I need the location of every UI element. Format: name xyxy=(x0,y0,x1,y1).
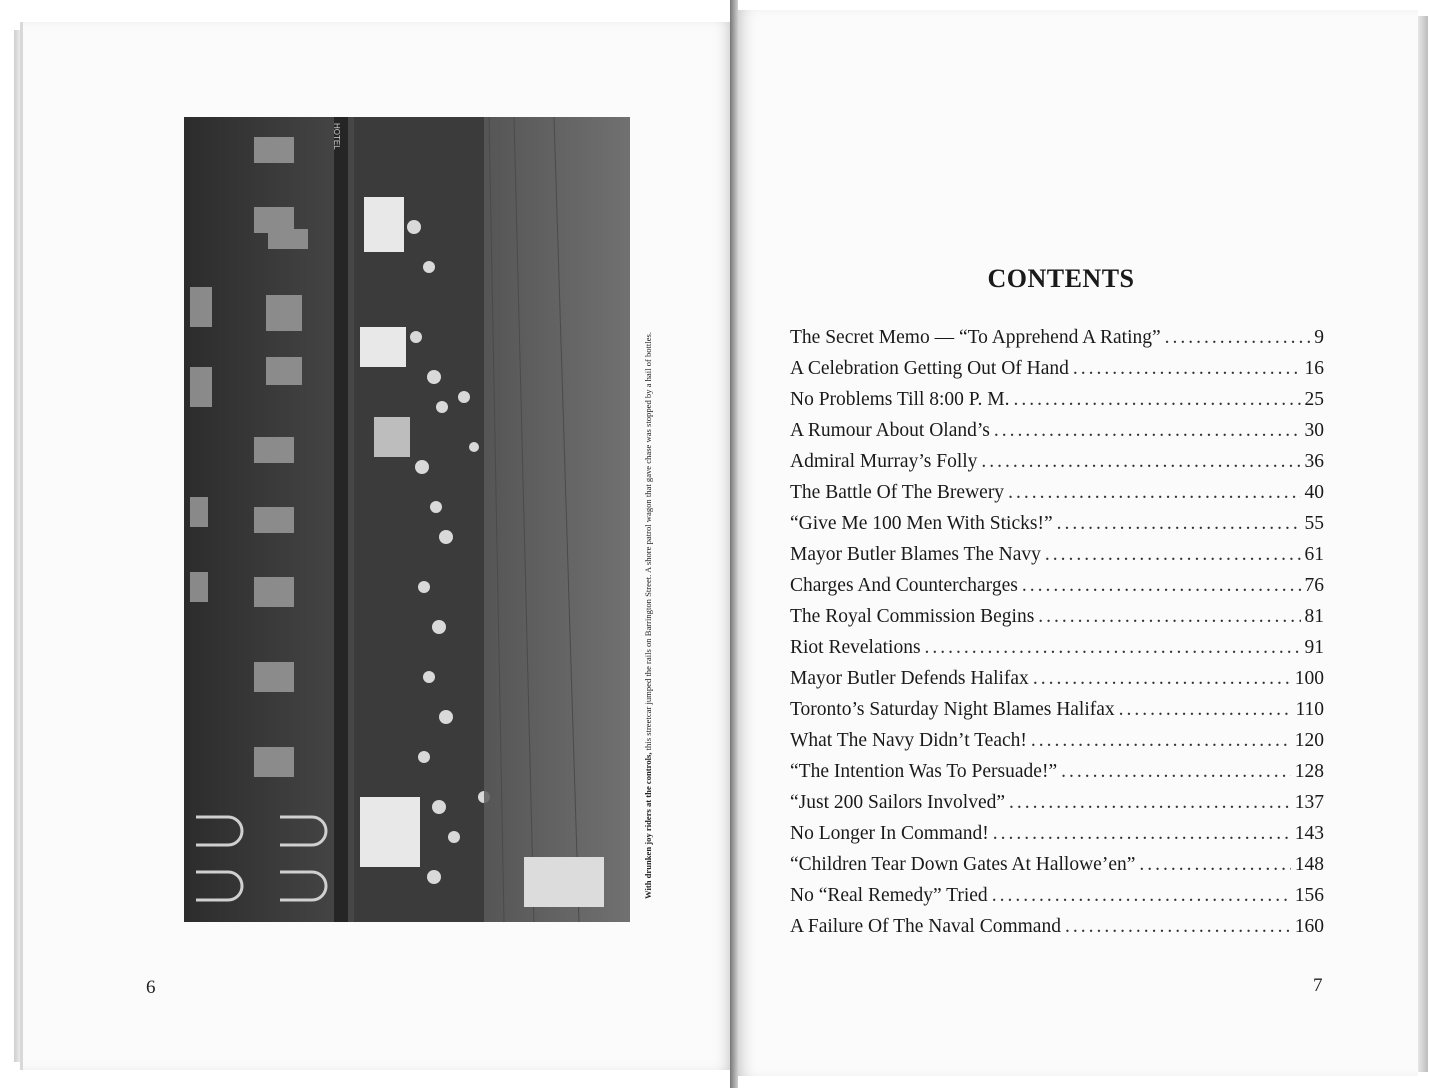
toc-entry-title: No “Real Remedy” Tried xyxy=(790,885,988,906)
toc-entry-title: “The Intention Was To Persuade!” xyxy=(790,761,1058,782)
toc-entry-page: 55 xyxy=(1304,513,1324,534)
toc-leader-dots xyxy=(1119,699,1292,721)
toc-leader-dots xyxy=(1165,327,1311,349)
toc-entry-title: Mayor Butler Defends Halifax xyxy=(790,668,1029,689)
left-page-number: 6 xyxy=(146,977,156,998)
streetcar-riot-photo xyxy=(184,117,630,922)
caption-bold-lead: With drunken joy riders at the controls, xyxy=(643,752,653,899)
toc-entry[interactable] xyxy=(790,668,1324,699)
toc-entry[interactable] xyxy=(790,482,1324,513)
toc-entry-title: No Longer In Command! xyxy=(790,823,989,844)
contents-heading: CONTENTS xyxy=(987,264,1135,293)
toc-entry[interactable] xyxy=(790,854,1324,885)
toc-entry-title: “Children Tear Down Gates At Hallowe’en” xyxy=(790,854,1136,875)
toc-entry[interactable] xyxy=(790,916,1324,947)
toc-entry[interactable] xyxy=(790,544,1324,575)
toc-entry-page: 61 xyxy=(1304,544,1324,565)
right-page-edge xyxy=(1418,16,1428,1072)
toc-leader-dots xyxy=(1057,513,1301,535)
toc-entry-page: 81 xyxy=(1304,606,1324,627)
toc-entry-title: Riot Revelations xyxy=(790,637,921,658)
toc-leader-dots xyxy=(1031,730,1291,752)
toc-leader-dots xyxy=(1022,575,1301,597)
photo-illustration xyxy=(184,117,630,922)
toc-entry[interactable] xyxy=(790,792,1324,823)
toc-leader-dots xyxy=(981,451,1300,473)
photo-caption-area xyxy=(640,117,656,922)
toc-entry-title: Mayor Butler Blames The Navy xyxy=(790,544,1041,565)
toc-entry[interactable] xyxy=(790,420,1324,451)
toc-entry-page: 91 xyxy=(1304,637,1324,658)
toc-entry[interactable] xyxy=(790,761,1324,792)
toc-entry[interactable] xyxy=(790,389,1324,420)
toc-entry-title: A Failure Of The Naval Command xyxy=(790,916,1061,937)
photo-caption xyxy=(643,139,653,899)
toc-leader-dots xyxy=(1139,854,1290,876)
book-gutter xyxy=(730,0,738,1088)
toc-leader-dots xyxy=(1045,544,1301,566)
toc-entry-page: 156 xyxy=(1294,885,1324,906)
toc-entry[interactable] xyxy=(790,513,1324,544)
toc-entry-page: 137 xyxy=(1294,792,1324,813)
toc-entry[interactable] xyxy=(790,699,1324,730)
toc-leader-dots xyxy=(1038,606,1300,628)
toc-leader-dots xyxy=(1008,482,1300,504)
toc-entry-title: The Secret Memo — “To Apprehend A Rating” xyxy=(790,327,1161,348)
toc-leader-dots xyxy=(993,823,1291,845)
toc-entry-title: No Problems Till 8:00 P. M. xyxy=(790,389,1010,410)
toc-entry-title: Admiral Murray’s Folly xyxy=(790,451,978,472)
toc-entry-page: 160 xyxy=(1294,916,1324,937)
toc-entry-title: What The Navy Didn’t Teach! xyxy=(790,730,1027,751)
toc-entry-title: The Royal Commission Begins xyxy=(790,606,1035,627)
toc-entry[interactable] xyxy=(790,575,1324,606)
toc-leader-dots xyxy=(1033,668,1291,690)
toc-leader-dots xyxy=(994,420,1301,442)
toc-entry-title: A Rumour About Oland’s xyxy=(790,420,990,441)
toc-entry-title: “Give Me 100 Men With Sticks!” xyxy=(790,513,1053,534)
right-page-number: 7 xyxy=(1313,975,1323,996)
toc-entry-page: 128 xyxy=(1294,761,1324,782)
toc-leader-dots xyxy=(992,885,1291,907)
toc-entry-page: 30 xyxy=(1304,420,1324,441)
toc-entry[interactable] xyxy=(790,327,1324,358)
toc-entry[interactable] xyxy=(790,885,1324,916)
toc-entry-title: Toronto’s Saturday Night Blames Halifax xyxy=(790,699,1115,720)
toc-entry-title: Charges And Countercharges xyxy=(790,575,1018,596)
toc-entry-page: 143 xyxy=(1294,823,1324,844)
toc-entry-title: The Battle Of The Brewery xyxy=(790,482,1005,503)
table-of-contents xyxy=(790,327,1324,947)
toc-leader-dots xyxy=(925,637,1301,659)
toc-entry[interactable] xyxy=(790,637,1324,668)
toc-entry-page: 40 xyxy=(1304,482,1324,503)
toc-entry-title: “Just 200 Sailors Involved” xyxy=(790,792,1006,813)
toc-entry[interactable] xyxy=(790,451,1324,482)
toc-entry-page: 36 xyxy=(1304,451,1324,472)
toc-entry-page: 120 xyxy=(1294,730,1324,751)
toc-entry-page: 16 xyxy=(1304,358,1324,379)
caption-text: this streetcar jumped the rails on Barrington Street. A shore patrol wagon that gave chase was stopped by a hail of bottles. xyxy=(643,331,653,753)
toc-entry[interactable] xyxy=(790,358,1324,389)
toc-leader-dots xyxy=(1065,916,1291,938)
photo-sign: HOTEL xyxy=(332,123,341,150)
toc-leader-dots xyxy=(1013,389,1300,411)
toc-leader-dots xyxy=(1073,358,1301,380)
toc-entry[interactable] xyxy=(790,730,1324,761)
toc-entry-title: A Celebration Getting Out Of Hand xyxy=(790,358,1069,379)
toc-leader-dots xyxy=(1009,792,1291,814)
toc-entry[interactable] xyxy=(790,823,1324,854)
toc-entry-page: 100 xyxy=(1294,668,1324,689)
toc-entry[interactable] xyxy=(790,606,1324,637)
toc-leader-dots xyxy=(1061,761,1291,783)
toc-entry-page: 76 xyxy=(1304,575,1324,596)
toc-entry-page: 25 xyxy=(1304,389,1324,410)
toc-entry-page: 148 xyxy=(1294,854,1324,875)
toc-entry-page: 110 xyxy=(1295,699,1324,720)
toc-entry-page: 9 xyxy=(1314,327,1324,348)
